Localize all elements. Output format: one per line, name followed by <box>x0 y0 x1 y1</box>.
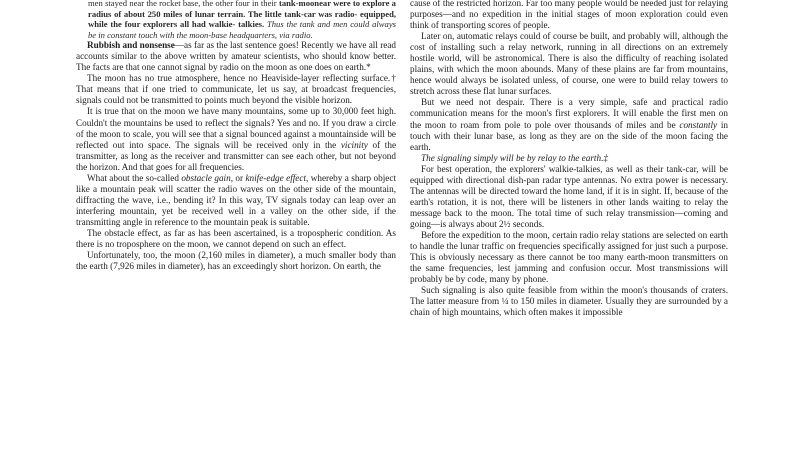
paragraph-text: in touch with their lunar base, as long as they are on the side of the moon facing the earth. <box>410 119 729 152</box>
paragraph: The obstacle effect, as far as has been ascertained, is a tropospheric condition. As there is no troposphere on the moon, we cannot depend on such an effect. <box>76 227 396 250</box>
paragraph: The moon has no true atmosphere, hence no Heaviside-layer reflecting surface.† That means that if one tried to communicate, let us say, at broadcast frequencies, signals could not be transmitted to points much beyond the visible horizon. <box>76 73 396 106</box>
quote-line: constant touch with the moon-base headquarters, via <box>107 29 290 40</box>
emphasis: The signaling simply will be by relay to the earth.‡ <box>421 152 608 163</box>
paragraph-text: But we need not despair. There is a very simple, safe and practical radio communication means for the moon's first explorers. It will enable the first men on the moon to roam from pole to pole over thousands of miles and be <box>410 97 728 130</box>
paragraph: Such signaling is also quite feasible from within the moon's thousands of craters. The latter measure from ¼ to 150 miles in diameter. Usually they are surrounded by a chain of high mountains, which often makes it impossible <box>410 285 728 318</box>
paragraph <box>76 173 396 228</box>
paragraph-text: —as far as the last sentence goes! Recently we have all read accounts similar to the above written by amateur scientists, who should know better. The facts are that one cannot signal by radio on the moon as one does on earth.* <box>76 40 397 73</box>
paragraph-text: , whereby a sharp object like a mountain peak will scatter the radio waves on the other side of the mountain, diffracting the wave, i.e., bending it? In this way, TV signals today can leap over an interfering mountain, yet be received well in a valley on the other side, if the transmitting angle in reference to the mountain peak is suitable. <box>76 172 396 227</box>
quote-line: radio. <box>291 29 313 40</box>
quote-line: miles of lunar terrain. The little tank-car was radio- <box>163 8 358 19</box>
paragraph: Later on, automatic relays could of course be built, and probably will, although the cost of installing such a relay network, running in all directions on an extremely hostile world, will be astronomical. There is also the difficulty of reaching isolated plains, with which the moon abounds. Many of these plains are far from mountains, hence would always be isolated unless, of course, one were to build relay towers to stretch across these flat lunar surfaces. <box>410 31 728 97</box>
paragraph <box>76 106 396 172</box>
emphasis: vicinity <box>340 139 368 150</box>
paragraph <box>410 153 728 164</box>
quote-line: tank-moonear were to explore a radius of about 250 <box>88 0 396 19</box>
paragraph-bold-lead: Rubbish and nonsense <box>87 40 175 51</box>
paragraph-text: What about the so-called <box>87 172 179 183</box>
right-column <box>410 0 728 318</box>
paragraph: Before the expedition to the moon, certain radio relay stations are selected on earth to handle the lunar traffic on frequencies specifically assigned for just such a purpose. This is obviously necessary as there cannot be too many earth-moon transmitters on the same frequencies, lest jamming and confusion occur. Most transmissions will probably be by code, many by phone. <box>410 229 728 285</box>
emphasis: constantly <box>679 119 718 130</box>
paragraph: For best operation, the explorers' walkie-talkies, as well as their tank-car, will be equipped with directional dish-pan radar type antennas. No extra power is necessary. The antennas will be directed toward the home land, if it is in sight. If, because of the earth's rotation, it is not, there will be listeners in other lands waiting to relay the message back to the moon. The total time of such relay transmission—coming and going—is always about 2½ seconds. <box>410 163 728 229</box>
quote-line: talkies. <box>238 19 265 30</box>
paragraph-text: of the transmitter, as long as the receiver and transmitter can see each other, but not beyond the horizon. And that goes for all frequencies. <box>76 139 397 172</box>
quote-line: men stayed near the rocket base, the other four in their <box>88 0 277 8</box>
paragraph: Unfortunately, too, the moon (2,160 miles in diameter), a much smaller body than the earth (7,926 miles in diameter), has an exceedingly short horizon. On earth, the <box>76 250 396 272</box>
paragraph <box>410 97 728 152</box>
paragraph-text: , or <box>230 172 244 183</box>
emphasis: obstacle gain <box>181 172 231 183</box>
quote-line: Thus the tank and men could always be in <box>88 19 396 40</box>
quoted-passage <box>76 0 396 40</box>
quote-line: equipped, while the four explorers all had walkie- <box>88 8 396 30</box>
paragraph: cause of the restricted horizon. Far too many people would be needed just for relaying purposes—and no expedition in the initial stages of moon exploration could even think of transporting scores of people. <box>410 0 728 31</box>
paragraph-text: It is true that on the moon we have many mountains, some up to 30,000 feet high. Couldn't the mountains be used to reflect the signals? Yes and no. If you draw a circle of the moon to scale, you will see that a signal bounced against a mountainside will be reflected out into space. The signals will be received only in the <box>76 106 396 150</box>
left-column <box>76 0 396 272</box>
paragraph <box>76 40 396 73</box>
emphasis: knife-edge effect <box>245 172 307 183</box>
